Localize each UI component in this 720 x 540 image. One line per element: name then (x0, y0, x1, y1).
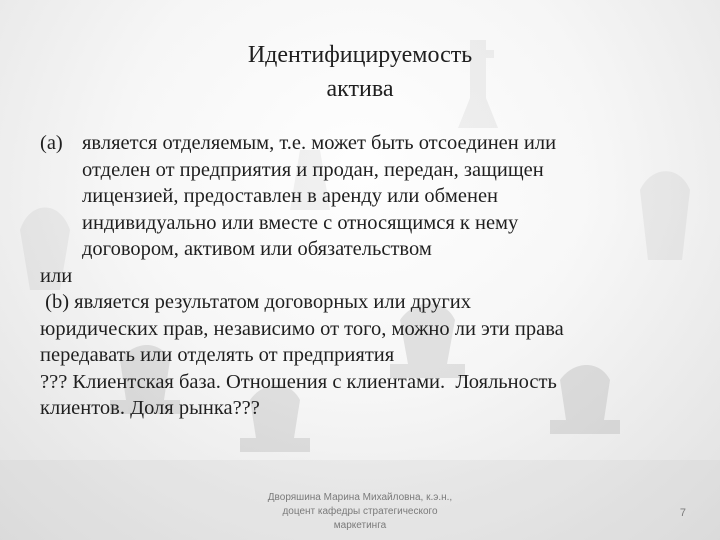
question-line: клиентов. Доля рынка??? (40, 397, 260, 419)
connector-text: или (40, 264, 73, 287)
title-line: актива (326, 76, 394, 102)
text-line: индивидуально или вместе с относящимся к нему (82, 211, 519, 234)
slide-title (180, 38, 540, 106)
text-line: лицензией, предоставлен в аренду или обменен (82, 185, 499, 207)
text-line: договором, активом или обязательством (82, 238, 432, 260)
footer-line: Дворяшина Марина Михайловна, к.э.н., (267, 492, 453, 503)
slide-body (40, 130, 680, 422)
criterion-b-line: передавать или отделять от предприятия (40, 344, 395, 366)
title-line: Идентифицируемость (247, 42, 473, 68)
criterion-b-line: (b) является результатом договорных или других (40, 291, 472, 313)
text-line: отделен от предприятия и продан, передан, защищен (82, 158, 544, 181)
text-line: является отделяемым, т.е. может быть отсоединен или (82, 132, 557, 154)
criterion-b-line: юридических прав, независимо от того, можно ли эти права (40, 317, 564, 340)
criterion-a-marker: (a) (40, 132, 63, 154)
slide-footer (240, 491, 480, 533)
question-line: ??? Клиентская база. Отношения с клиентами. Лояльность (40, 370, 557, 393)
footer-line: доцент кафедры стратегического (282, 506, 438, 517)
footer-line: маркетинга (333, 520, 387, 531)
criterion-a-text (82, 130, 680, 263)
page-number: 7 (679, 507, 686, 519)
criterion-a (40, 130, 680, 263)
